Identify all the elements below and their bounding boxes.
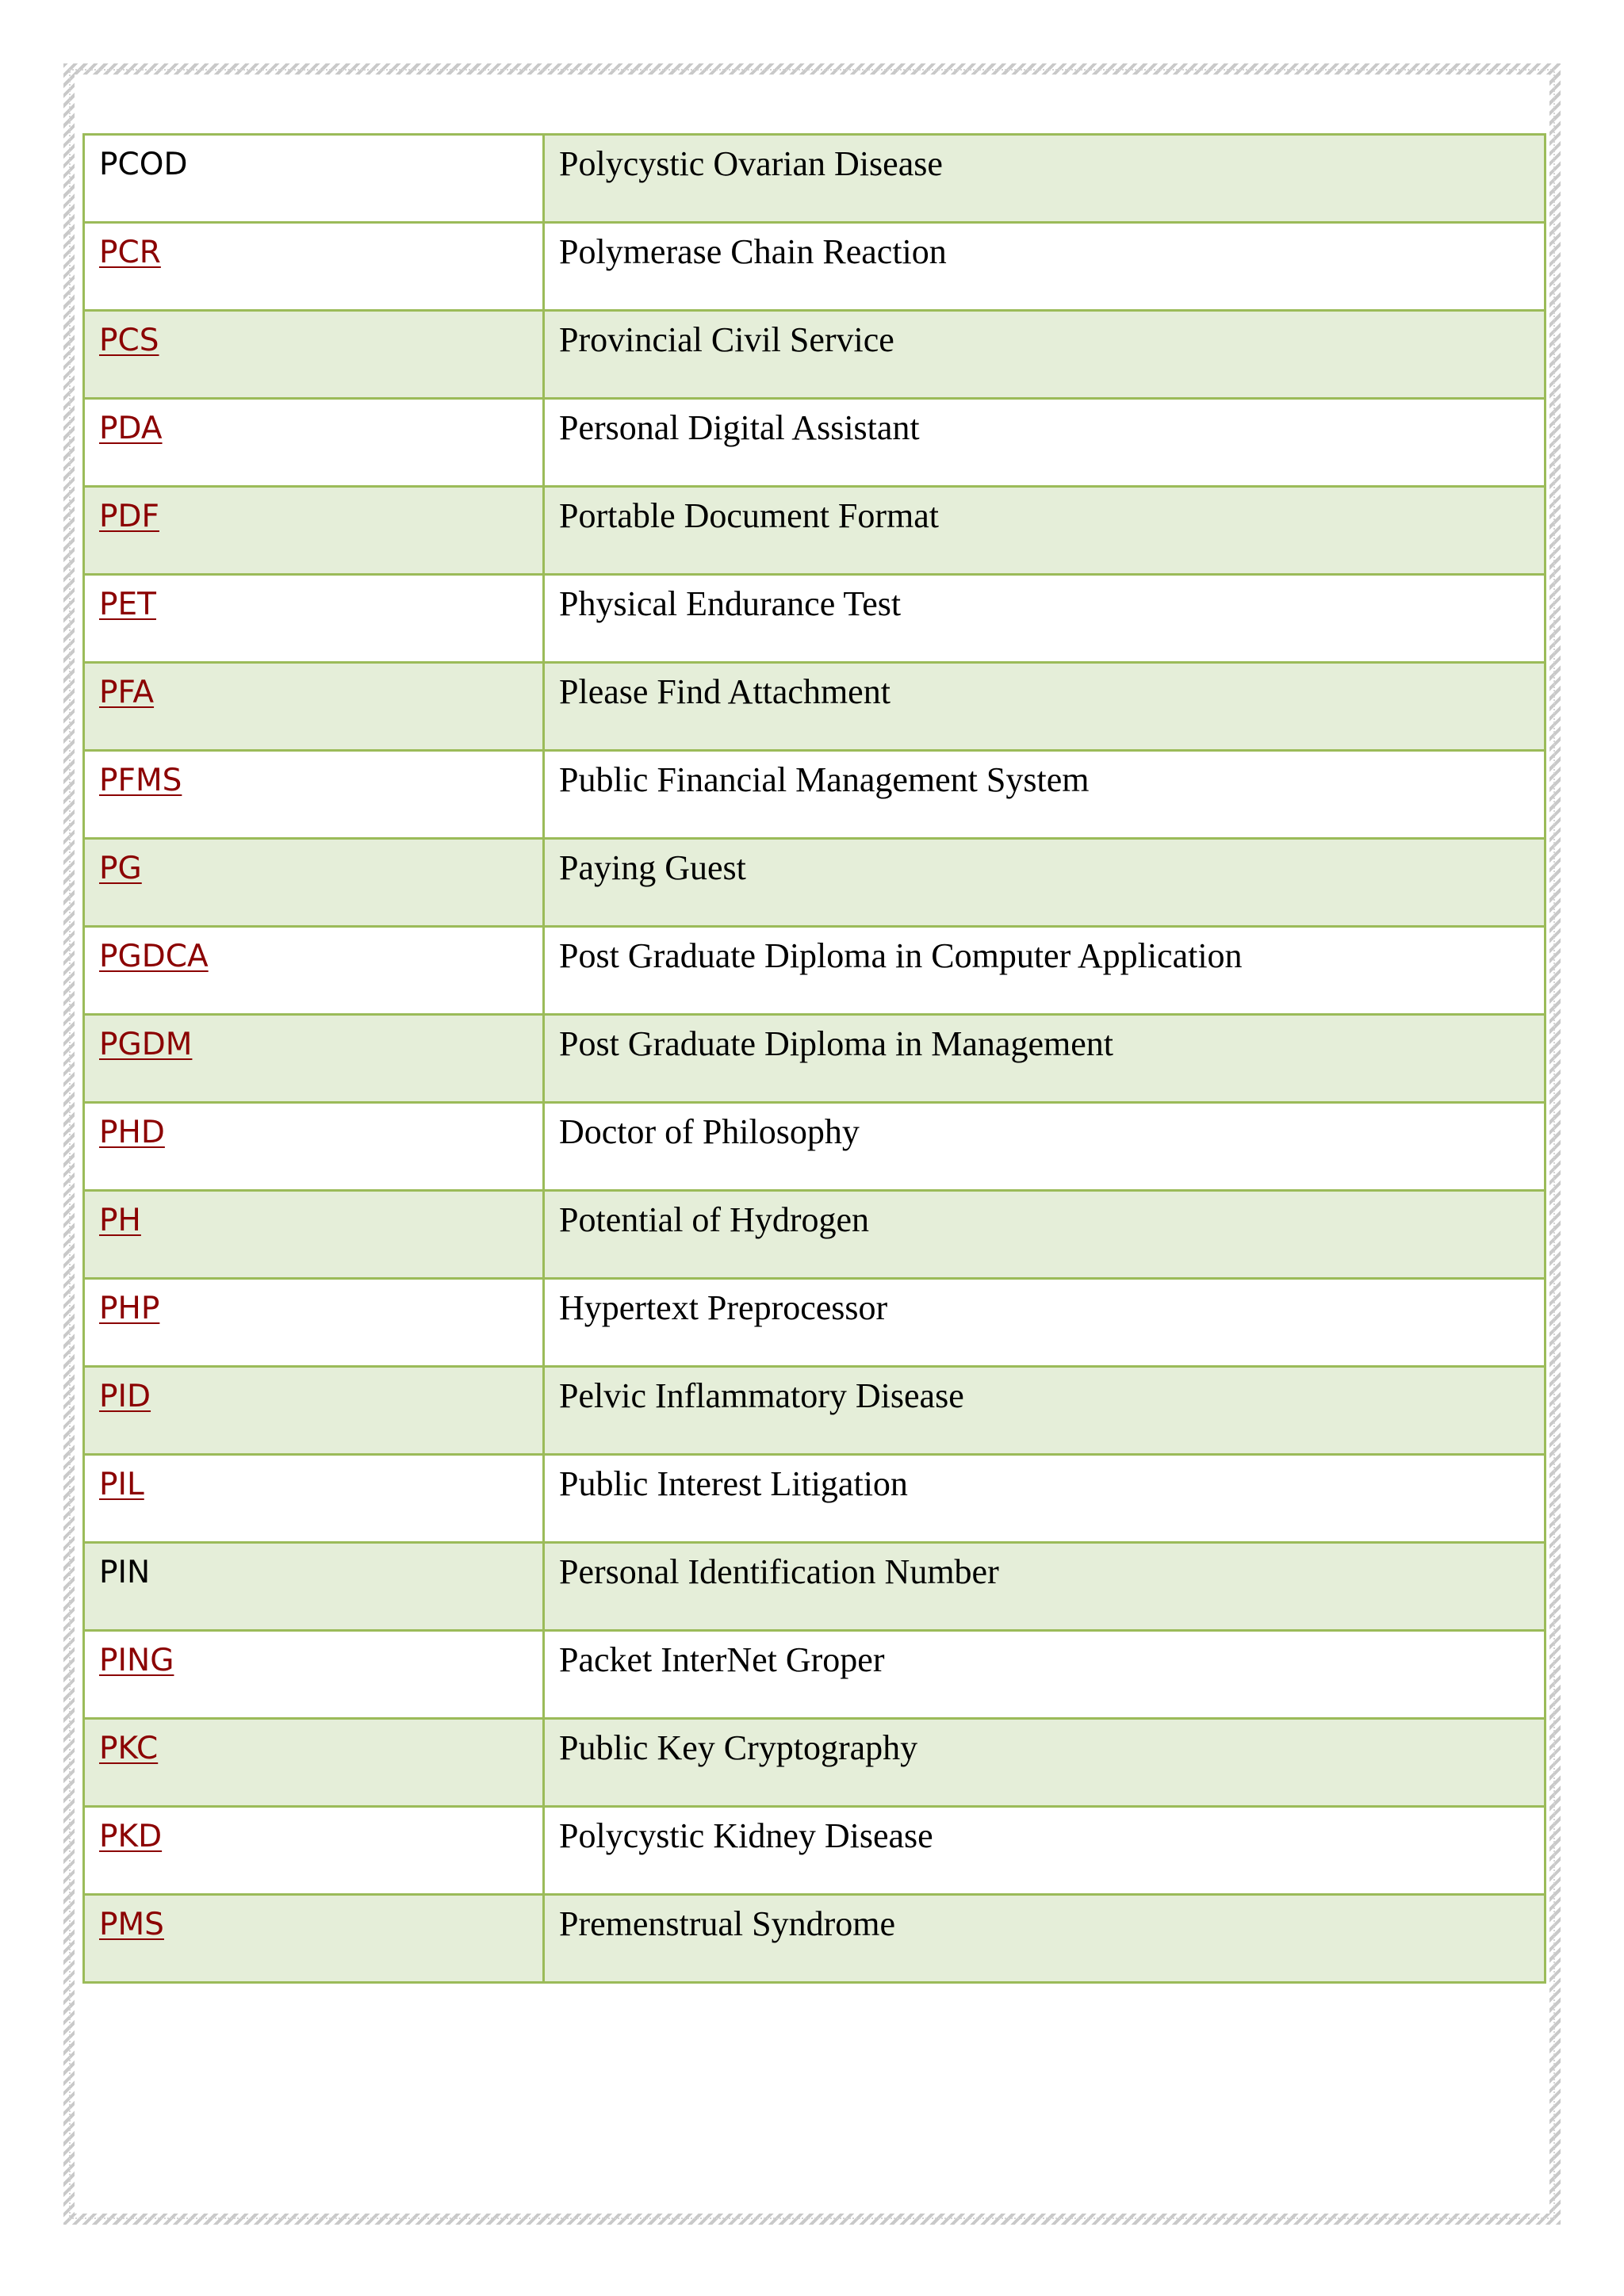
abbreviation-cell <box>84 839 544 927</box>
abbreviation-table <box>82 133 1546 1984</box>
abbreviation-link[interactable]: PH <box>99 1203 141 1238</box>
table-row <box>84 663 1545 751</box>
abbreviation-cell <box>84 663 544 751</box>
abbreviation-cell <box>84 1367 544 1455</box>
table-row <box>84 487 1545 575</box>
full-form-cell: Pelvic Inflammatory Disease <box>544 1367 1545 1455</box>
table-row <box>84 1543 1545 1631</box>
abbreviation-cell <box>84 399 544 487</box>
abbreviation-link[interactable]: PHP <box>99 1291 160 1326</box>
full-form-cell: Post Graduate Diploma in Computer Application <box>544 927 1545 1015</box>
table-row <box>84 1367 1545 1455</box>
table-row <box>84 1191 1545 1279</box>
abbreviation-cell <box>84 311 544 399</box>
full-form-cell: Polycystic Ovarian Disease <box>544 135 1545 223</box>
abbreviation-link[interactable]: PGDCA <box>99 939 209 974</box>
full-form-cell: Public Financial Management System <box>544 751 1545 839</box>
table-row <box>84 1807 1545 1895</box>
table-row <box>84 927 1545 1015</box>
full-form-cell: Polycystic Kidney Disease <box>544 1807 1545 1895</box>
full-form-cell: Doctor of Philosophy <box>544 1103 1545 1191</box>
abbreviation-cell <box>84 1807 544 1895</box>
abbreviation-link[interactable]: PGDM <box>99 1027 193 1062</box>
abbreviation-link[interactable]: PDA <box>99 411 163 446</box>
abbreviation-cell <box>84 135 544 223</box>
abbreviation-link[interactable]: PHD <box>99 1115 165 1150</box>
table-row <box>84 575 1545 663</box>
abbreviation-link[interactable]: PMS <box>99 1907 164 1942</box>
table-row <box>84 1631 1545 1719</box>
abbreviation-cell <box>84 1895 544 1983</box>
abbreviation-link[interactable]: PING <box>99 1643 174 1678</box>
abbreviation-cell <box>84 575 544 663</box>
full-form-cell: Paying Guest <box>544 839 1545 927</box>
table-row <box>84 135 1545 223</box>
abbreviation-link[interactable]: PCR <box>99 235 161 270</box>
table-row <box>84 1279 1545 1367</box>
abbreviation-table-body <box>84 135 1545 1983</box>
full-form-cell: Packet InterNet Groper <box>544 1631 1545 1719</box>
full-form-cell: Premenstrual Syndrome <box>544 1895 1545 1983</box>
full-form-cell: Physical Endurance Test <box>544 575 1545 663</box>
abbreviation-cell <box>84 927 544 1015</box>
abbreviation-cell <box>84 487 544 575</box>
full-form-cell: Portable Document Format <box>544 487 1545 575</box>
table-row <box>84 311 1545 399</box>
full-form-cell: Personal Digital Assistant <box>544 399 1545 487</box>
table-row <box>84 1455 1545 1543</box>
abbreviation-text: PIN <box>99 1555 151 1590</box>
abbreviation-text: PCOD <box>99 147 188 182</box>
full-form-cell: Please Find Attachment <box>544 663 1545 751</box>
abbreviation-link[interactable]: PID <box>99 1379 151 1414</box>
full-form-cell: Hypertext Preprocessor <box>544 1279 1545 1367</box>
abbreviation-link[interactable]: PKC <box>99 1731 159 1766</box>
abbreviation-cell <box>84 751 544 839</box>
table-row <box>84 1103 1545 1191</box>
table-row <box>84 1719 1545 1807</box>
abbreviation-link[interactable]: PIL <box>99 1467 144 1502</box>
full-form-cell: Post Graduate Diploma in Management <box>544 1015 1545 1103</box>
abbreviation-link[interactable]: PFA <box>99 675 155 710</box>
table-row <box>84 223 1545 311</box>
full-form-cell: Public Interest Litigation <box>544 1455 1545 1543</box>
abbreviation-cell <box>84 1191 544 1279</box>
table-row <box>84 1015 1545 1103</box>
abbreviation-cell <box>84 1279 544 1367</box>
full-form-cell: Potential of Hydrogen <box>544 1191 1545 1279</box>
abbreviation-link[interactable]: PFMS <box>99 763 182 798</box>
abbreviation-cell <box>84 1543 544 1631</box>
full-form-cell: Personal Identification Number <box>544 1543 1545 1631</box>
abbreviation-cell <box>84 1631 544 1719</box>
abbreviation-link[interactable]: PET <box>99 587 156 622</box>
abbreviation-cell <box>84 223 544 311</box>
abbreviation-link[interactable]: PDF <box>99 499 159 534</box>
table-row <box>84 1895 1545 1983</box>
abbreviation-link[interactable]: PG <box>99 851 142 886</box>
abbreviation-cell <box>84 1719 544 1807</box>
full-form-cell: Public Key Cryptography <box>544 1719 1545 1807</box>
abbreviation-cell <box>84 1015 544 1103</box>
table-row <box>84 751 1545 839</box>
table-row <box>84 399 1545 487</box>
abbreviation-link[interactable]: PCS <box>99 323 159 358</box>
abbreviation-cell <box>84 1103 544 1191</box>
abbreviation-link[interactable]: PKD <box>99 1819 163 1854</box>
full-form-cell: Provincial Civil Service <box>544 311 1545 399</box>
full-form-cell: Polymerase Chain Reaction <box>544 223 1545 311</box>
abbreviation-cell <box>84 1455 544 1543</box>
table-row <box>84 839 1545 927</box>
